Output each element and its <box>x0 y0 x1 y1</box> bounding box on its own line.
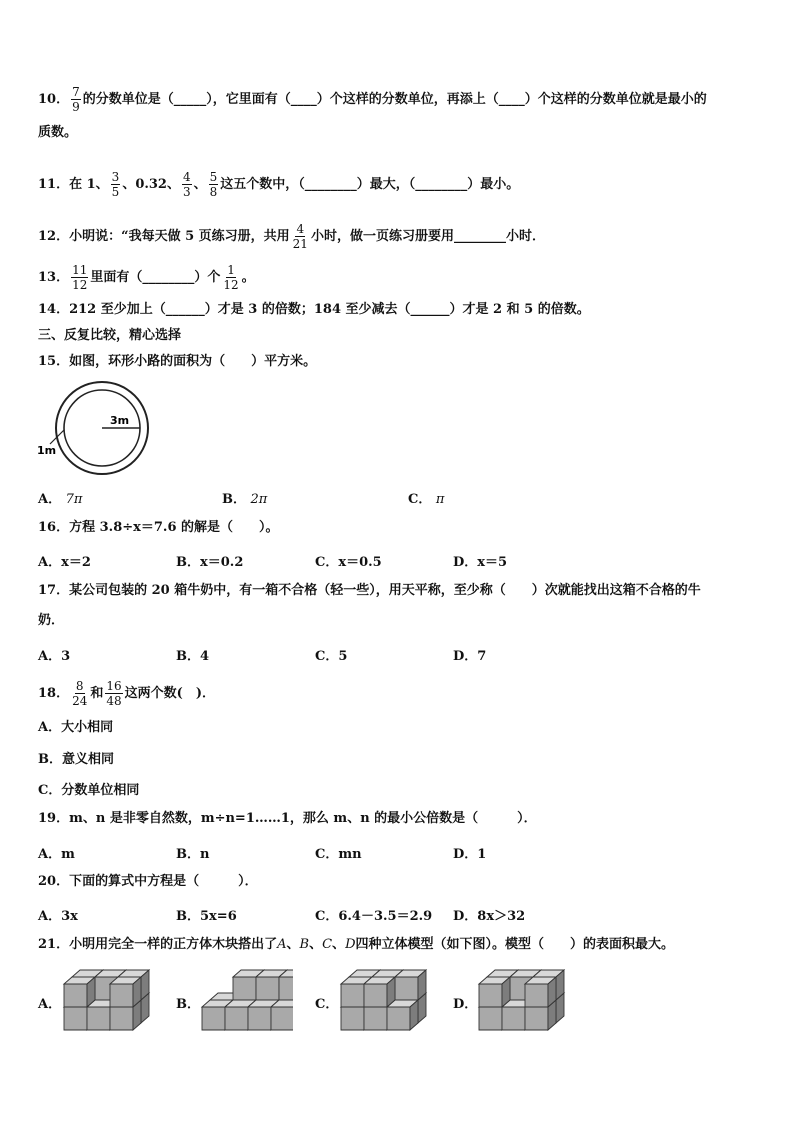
question-18: 18． $\frac{8}{24}$ 和 $\frac{16}{48}$ 这两个数( )． <box>38 679 215 708</box>
question-number: 10． <box>38 92 70 107</box>
fraction: $\frac{8}{24}$ <box>72 679 88 708</box>
cube <box>110 977 141 1007</box>
option-d: D．x＝5 <box>453 555 508 570</box>
question-21: 21．小明用完全一样的正方体木块搭出了A、B、C、D四种立体模型（如下图）。模型（ ）的表面积最大。 <box>38 937 675 952</box>
inner-radius-label: 3m <box>110 414 130 427</box>
question-13: 13． $\frac{11}{12}$ 里面有（________）个 $\frac{1}{12}$ 。 <box>38 263 255 292</box>
option-c: C． π <box>408 492 445 507</box>
option-d: D．7 <box>453 649 487 664</box>
option-b: B．4 <box>176 649 210 664</box>
question-15: 15．如图，环形小路的面积为（ ）平方米。 <box>38 354 317 369</box>
option-b: B．n <box>176 847 210 862</box>
cube <box>479 977 510 1007</box>
option-d-label: D． <box>453 997 478 1012</box>
question-20: 20．下面的算式中方程是（ ）． <box>38 874 258 889</box>
fraction: $\frac{1}{12}$ <box>223 263 239 292</box>
cube-model-c <box>337 968 432 1036</box>
option-b-label: B． <box>176 997 200 1012</box>
question-17-continued: 奶． <box>38 613 65 628</box>
cube-model-a <box>60 968 155 1036</box>
cube-model-d <box>475 968 570 1036</box>
fraction: $\frac{11}{12}$ <box>72 263 88 292</box>
option-d: D．8x＞32 <box>453 909 526 924</box>
question-17: 17．某公司包装的 20 箱牛奶中，有一箱不合格（轻一些），用天平称，至少称（ ）次就能找出这箱不合格的牛 <box>38 583 701 598</box>
cube-model-b <box>198 968 293 1036</box>
fraction: $\frac{7}{9}$ <box>72 85 80 114</box>
option-c: C．mn <box>315 847 362 862</box>
cube <box>525 977 556 1007</box>
fraction: $\frac{5}{8}$ <box>209 170 218 199</box>
ring-path-figure <box>34 380 159 480</box>
option-c: C．分数单位相同 <box>38 783 140 798</box>
option-c: C．x＝0.5 <box>315 555 382 570</box>
question-10-continued: 质数。 <box>38 125 78 140</box>
option-a: A． 7π <box>38 492 83 507</box>
question-10 <box>38 85 707 114</box>
option-c: C．6.4－3.5＝2.9 <box>315 909 433 924</box>
option-b: B．x＝0.2 <box>176 555 244 570</box>
fraction: $\frac{16}{48}$ <box>106 679 122 708</box>
option-a: A．x＝2 <box>38 555 91 570</box>
option-a-label: A． <box>38 997 62 1012</box>
fraction: $\frac{4}{21}$ <box>292 222 308 251</box>
question-19: 19．m、n 是非零自然数，m÷n=1……1，那么 m、n 的最小公倍数是（ ）． <box>38 811 537 826</box>
option-b: B．意义相同 <box>38 752 115 767</box>
question-12: 12．小明说：“我每天做 5 页练习册，共用 $\frac{4}{21}$ 小时，做一页练习册要用________小时． <box>38 222 545 251</box>
option-a: A．3 <box>38 649 71 664</box>
question-14: 14．212 至少加上（______）才是 3 的倍数；184 至少减去（______）才是 2 和 5 的倍数。 <box>38 302 590 317</box>
question-11: 11．在 1、 $\frac{3}{5}$ 、0.32、 $\frac{4}{3}$ 、 $\frac{5}{8}$ 这五个数中，（________）最大，（________）最小。 <box>38 170 520 199</box>
question-text: 的分数单位是（_____），它里面有（____）个这样的分数单位，再添上（____）个这样的分数单位就是最小的 <box>82 92 707 107</box>
cube <box>387 1000 418 1030</box>
option-a: A．大小相同 <box>38 720 114 735</box>
option-c-label: C． <box>315 997 339 1012</box>
option-a: A．3x <box>38 909 78 924</box>
cube <box>271 1000 293 1030</box>
question-16: 16．方程 3.8÷x＝7.6 的解是（ ）。 <box>38 520 279 535</box>
cube <box>64 977 95 1007</box>
cube <box>364 977 395 1007</box>
option-d: D．1 <box>453 847 487 862</box>
option-a: A．m <box>38 847 75 862</box>
fraction: $\frac{3}{5}$ <box>111 170 120 199</box>
cube <box>395 970 426 1000</box>
option-b: B． 2π <box>222 492 268 507</box>
option-c: C．5 <box>315 649 348 664</box>
section-heading: 三、反复比较，精心选择 <box>38 328 182 343</box>
ring-width-label: 1m <box>37 444 57 457</box>
option-b: B．5x=6 <box>176 909 237 924</box>
fraction: $\frac{4}{3}$ <box>182 170 191 199</box>
